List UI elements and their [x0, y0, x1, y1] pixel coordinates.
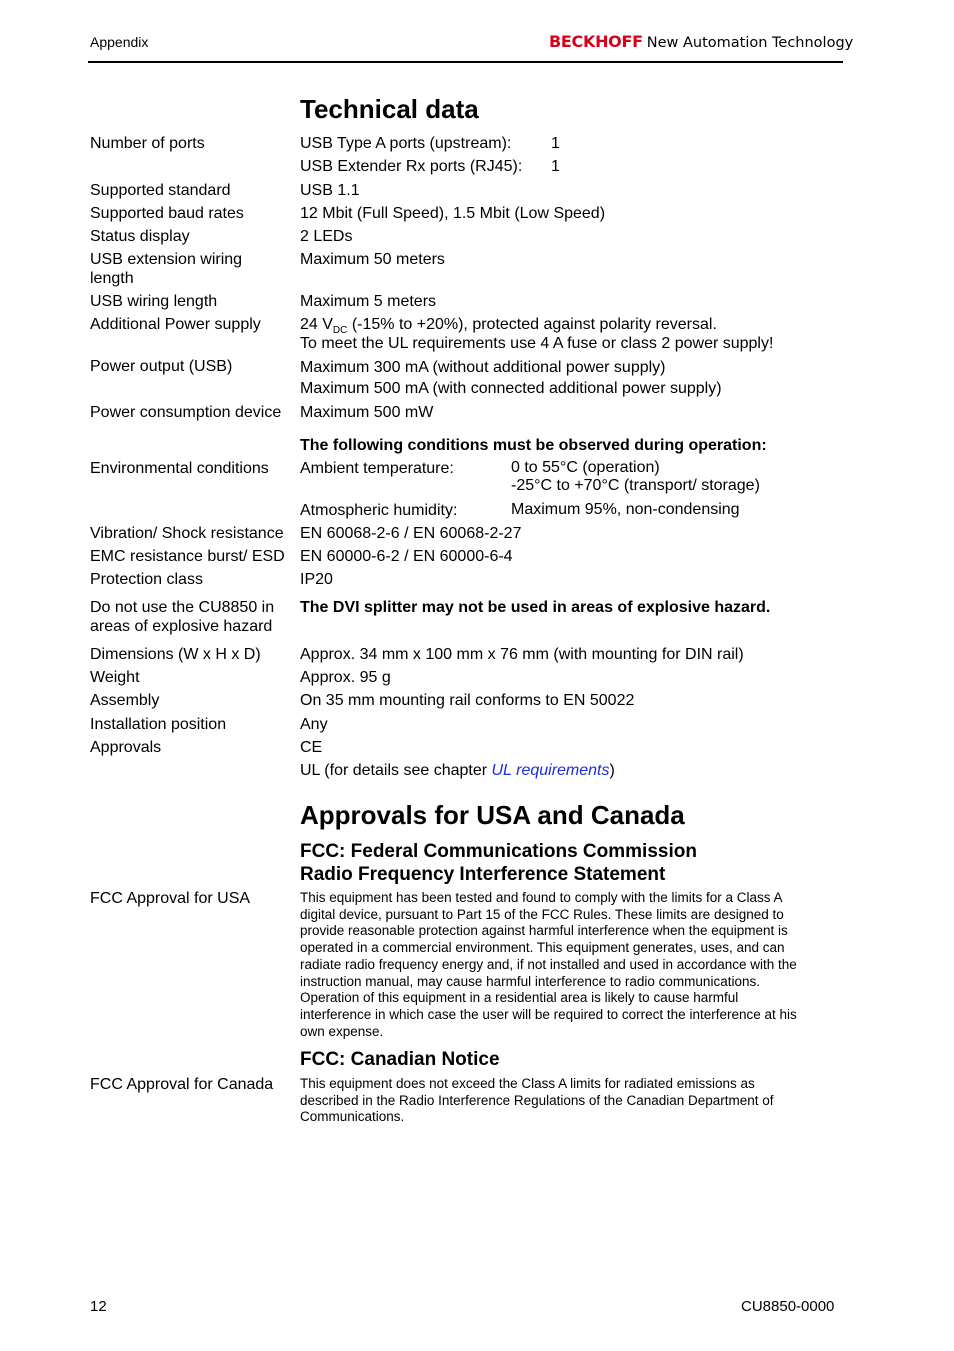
baud-value: 12 Mbit (Full Speed), 1.5 Mbit (Low Speed) — [300, 205, 606, 222]
approvals-ce: CE — [300, 739, 323, 756]
power-output-label: Power output (USB) — [90, 358, 233, 375]
technical-data-heading: Technical data — [300, 94, 479, 124]
header-divider — [88, 61, 843, 63]
brand-name: BECKHOFF — [549, 32, 643, 51]
power-supply-label: Additional Power supply — [90, 316, 261, 333]
usb-wiring-value: Maximum 5 meters — [300, 293, 437, 310]
consumption-label: Power consumption device — [90, 404, 282, 421]
fcc-usa-heading-1: FCC: Federal Communications Commission — [300, 841, 697, 862]
vibration-label: Vibration/ Shock resistance — [90, 525, 284, 542]
power-output-value-1: Maximum 300 mA (without additional power supply) — [300, 359, 666, 376]
fcc-usa-heading-2: Radio Frequency Interference Statement — [300, 864, 666, 885]
fcc-canada-heading: FCC: Canadian Notice — [300, 1049, 500, 1070]
temperature-key: Ambient temperature: — [300, 460, 454, 477]
power-output-value-2: Maximum 500 mA (with connected additional power supply) — [300, 380, 722, 397]
dimensions-value: Approx. 34 mm x 100 mm x 76 mm (with mounting for DIN rail) — [300, 646, 744, 663]
ul-requirements-link[interactable]: UL requirements — [491, 762, 610, 779]
consumption-value: Maximum 500 mW — [300, 404, 434, 421]
humidity-value: Maximum 95%, non-condensing — [511, 501, 740, 518]
weight-label: Weight — [90, 669, 140, 686]
status-label: Status display — [90, 228, 190, 245]
fcc-usa-statement: This equipment has been tested and found to comply with the limits for a Class A digital device, pursuant to Part 15 of the FCC Rules. These limits are designed to provide reasonable protection against harmful interference when the equipment is operated in a commercial environment. This equipment generates, uses, and can radiate radio frequency energy and, if not installed and used in accordance with the instruction manual, may cause harmful interference to radio communications. Operation of this equipment in a residential area is likely to cause harmful interference in which case the user will be required to correct the interference at his own expense. — [300, 890, 797, 1039]
document-id: CU8850-0000 — [741, 1298, 835, 1315]
fcc-usa-label: FCC Approval for USA — [90, 890, 251, 907]
environment-label: Environmental conditions — [90, 460, 269, 477]
emc-label: EMC resistance burst/ ESD — [90, 548, 285, 565]
protection-label: Protection class — [90, 571, 203, 588]
page-number: 12 — [90, 1298, 107, 1315]
approvals-label: Approvals — [90, 739, 162, 756]
emc-value: EN 60000-6-2 / EN 60000-6-4 — [300, 548, 513, 565]
status-value: 2 LEDs — [300, 228, 353, 245]
ports-extender-value: 1 — [551, 158, 560, 175]
ports-upstream-value: 1 — [551, 135, 560, 152]
header-section-title: Appendix — [90, 34, 149, 50]
power-supply-ul-note: To meet the UL requirements use 4 A fuse or class 2 power supply! — [300, 335, 774, 352]
brand-tagline: New Automation Technology — [646, 35, 854, 51]
approvals-heading: Approvals for USA and Canada — [300, 800, 685, 830]
weight-value: Approx. 95 g — [300, 669, 391, 686]
approvals-ul: UL (for details see chapter UL requirements) — [300, 762, 615, 779]
ext-wiring-value: Maximum 50 meters — [300, 251, 445, 268]
assembly-value: On 35 mm mounting rail conforms to EN 50022 — [300, 692, 635, 709]
installation-label: Installation position — [90, 716, 227, 733]
assembly-label: Assembly — [90, 692, 160, 709]
vibration-value: EN 60068-2-6 / EN 60068-2-27 — [300, 525, 522, 542]
standard-value: USB 1.1 — [300, 182, 360, 199]
explosive-label: Do not use the CU8850 in areas of explosive hazard — [90, 599, 275, 635]
ports-extender-key: USB Extender Rx ports (RJ45): — [300, 158, 523, 175]
protection-value: IP20 — [300, 571, 333, 588]
ports-label: Number of ports — [90, 135, 205, 152]
power-supply-value: 24 $V_{DC}$ (-15% to +20%), protected against polarity reversal. — [300, 316, 717, 337]
ports-upstream-key: USB Type A ports (upstream): — [300, 135, 512, 152]
dimensions-label: Dimensions (W x H x D) — [90, 646, 261, 663]
temperature-storage: -25°C to +70°C (transport/ storage) — [511, 477, 760, 494]
temperature-operation: 0 to 55°C (operation) — [511, 459, 660, 476]
brand-logo — [549, 32, 853, 52]
fcc-canada-label: FCC Approval for Canada — [90, 1076, 274, 1093]
humidity-key: Atmospheric humidity: — [300, 502, 458, 519]
explosive-warning: The DVI splitter may not be used in areas of explosive hazard. — [300, 599, 771, 616]
fcc-canada-statement: This equipment does not exceed the Class A limits for radiated emissions as described in the Radio Interference Regulations of the Canadian Department of Communications. — [300, 1076, 774, 1125]
standard-label: Supported standard — [90, 182, 231, 199]
ext-wiring-label: USB extension wiring length — [90, 251, 243, 287]
installation-value: Any — [300, 716, 328, 733]
baud-label: Supported baud rates — [90, 205, 244, 222]
usb-wiring-label: USB wiring length — [90, 293, 218, 310]
conditions-note: The following conditions must be observed during operation: — [300, 437, 767, 454]
